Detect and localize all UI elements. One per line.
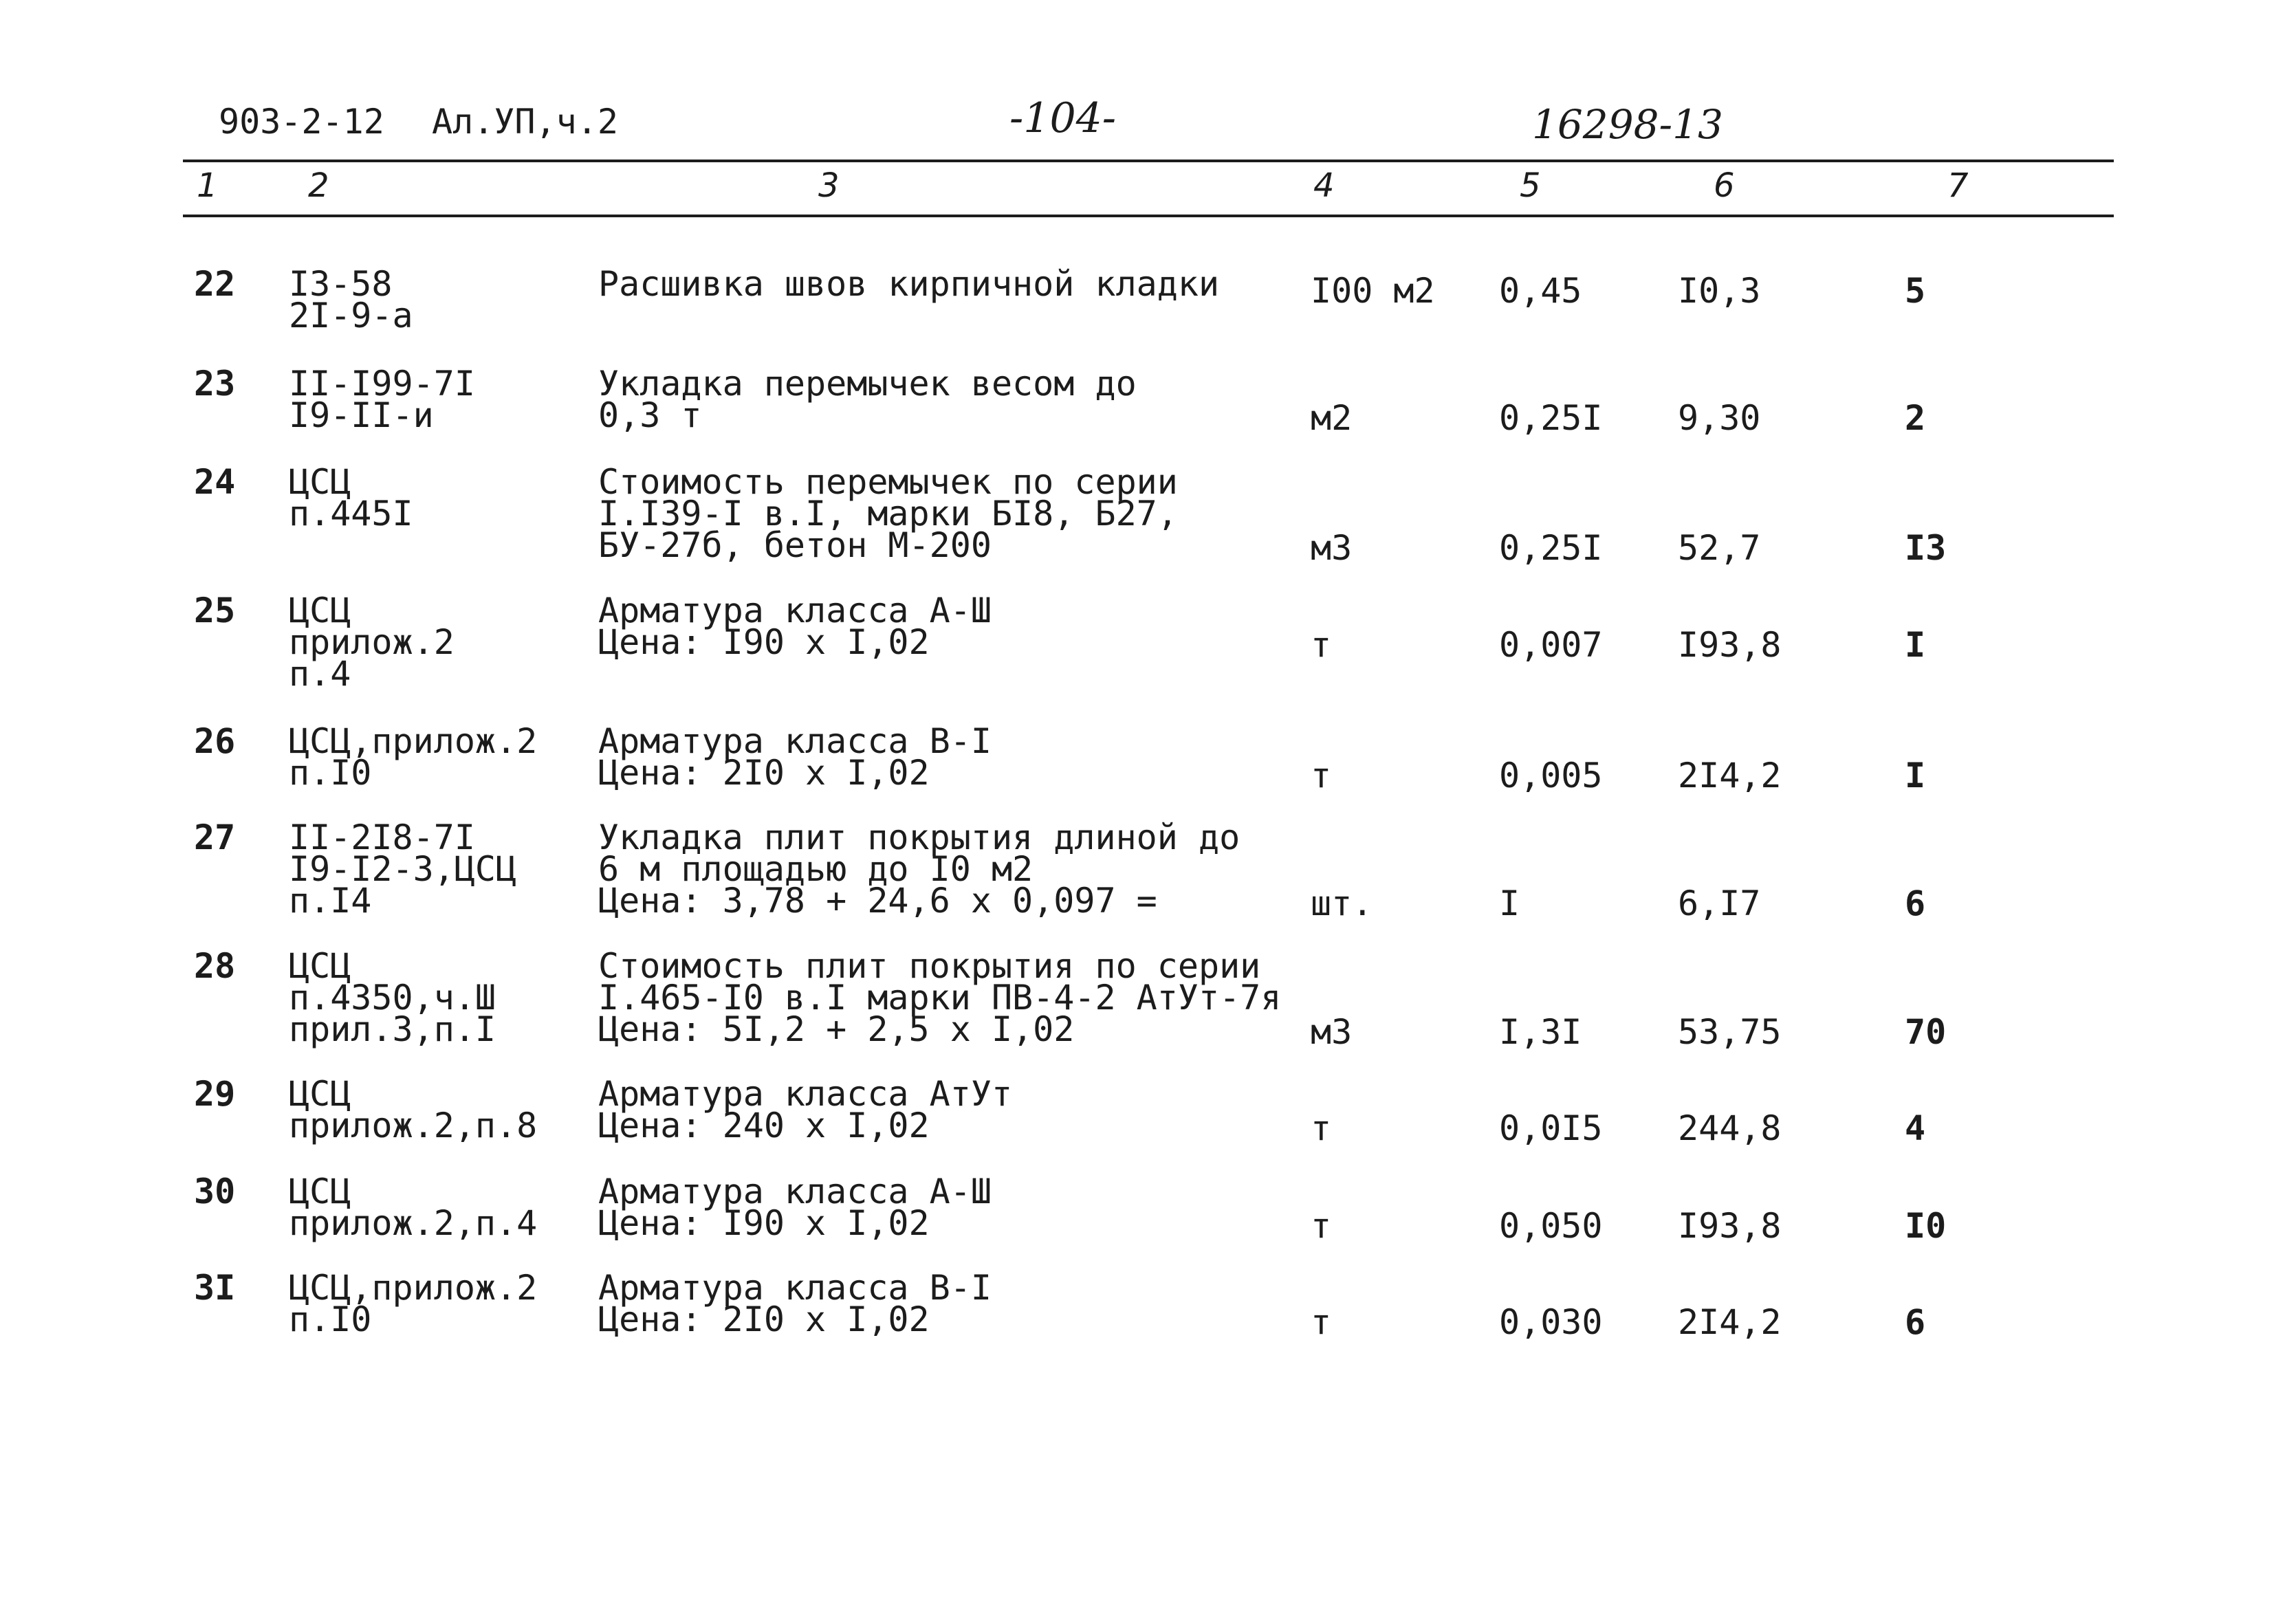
row-unit-price: I93,8: [1678, 625, 1782, 665]
row-norm-code: II-2I8-7I I9-I2-3,ЦСЦ п.I4: [289, 818, 517, 921]
row-norm-code: ЦСЦ,прилож.2 п.I0: [289, 721, 538, 793]
column-header-4: 4: [1313, 166, 1335, 205]
row-description: Арматура класса АтУт Цена: 240 х I,02: [598, 1074, 1013, 1145]
row-number: 28: [194, 946, 236, 986]
row-description: Стоимость перемычек по серии I.I39-I в.I, марки БI8, Б27, БУ-27б, бетон М-200: [598, 462, 1178, 565]
row-description: Укладка перемычек весом до 0,3 т: [598, 364, 1137, 435]
row-quantity: 0,25I: [1499, 398, 1603, 438]
column-header-6: 6: [1714, 166, 1735, 205]
row-unit-price: 2I4,2: [1678, 1302, 1782, 1342]
row-unit: м2: [1311, 398, 1353, 438]
row-total: I: [1905, 756, 1926, 795]
row-norm-code: ЦСЦ п.445I: [289, 462, 413, 534]
row-quantity: 0,25I: [1499, 528, 1603, 568]
row-unit: I00 м2: [1311, 271, 1435, 311]
row-total: 4: [1905, 1108, 1926, 1148]
row-quantity: 0,007: [1499, 625, 1603, 665]
row-norm-code: ЦСЦ прилож.2,п.8: [289, 1074, 538, 1145]
column-header-5: 5: [1520, 166, 1541, 205]
row-quantity: 0,005: [1499, 756, 1603, 795]
row-total: 5: [1905, 271, 1926, 311]
row-unit-price: 52,7: [1678, 528, 1761, 568]
row-unit: т: [1311, 1302, 1332, 1342]
row-norm-code: I3-58 2I-9-а: [289, 264, 413, 336]
row-unit: м3: [1311, 1012, 1353, 1052]
row-description: Стоимость плит покрытия по серии I.465-I0 в.I марки ПВ-4-2 АтУт-7я Цена: 5I,2 + 2,5 х I,02: [598, 946, 1282, 1049]
row-unit-price: I0,3: [1678, 271, 1761, 311]
row-number: 25: [194, 591, 236, 630]
row-total: I3: [1905, 528, 1947, 568]
row-unit: шт.: [1311, 884, 1373, 923]
row-quantity: 0,45: [1499, 271, 1582, 311]
row-quantity: 0,050: [1499, 1206, 1603, 1246]
row-description: Расшивка швов кирпичной кладки: [598, 264, 1220, 304]
column-header-3: 3: [818, 166, 840, 205]
album-reference: Ал.УП,ч.2: [432, 102, 618, 142]
row-quantity: I,3I: [1499, 1012, 1582, 1052]
row-unit-price: 9,30: [1678, 398, 1761, 438]
header-top-rule: [183, 160, 2114, 162]
row-description: Арматура класса А-Ш Цена: I90 х I,02: [598, 591, 992, 662]
row-unit: м3: [1311, 528, 1353, 568]
row-description: Арматура класса А-Ш Цена: I90 х I,02: [598, 1172, 992, 1243]
row-number: 30: [194, 1172, 236, 1211]
row-description: Арматура класса В-I Цена: 2I0 х I,02: [598, 721, 992, 793]
row-number: 22: [194, 264, 236, 304]
row-total: 2: [1905, 398, 1926, 438]
row-total: 70: [1905, 1012, 1947, 1052]
row-norm-code: ЦСЦ,прилож.2 п.I0: [289, 1268, 538, 1339]
row-total: I0: [1905, 1206, 1947, 1246]
row-number: 23: [194, 364, 236, 404]
header-bottom-rule: [183, 215, 2114, 217]
row-unit: т: [1311, 1108, 1332, 1148]
row-total: I: [1905, 625, 1926, 665]
row-unit: т: [1311, 756, 1332, 795]
row-unit: т: [1311, 625, 1332, 665]
row-total: 6: [1905, 884, 1926, 923]
row-norm-code: ЦСЦ прилож.2 п.4: [289, 591, 455, 694]
inventory-number: 16298-13: [1532, 101, 1723, 148]
row-number: 29: [194, 1074, 236, 1114]
row-number: 26: [194, 721, 236, 761]
row-unit-price: 244,8: [1678, 1108, 1782, 1148]
page-number: -104-: [1009, 94, 1117, 142]
row-unit-price: 53,75: [1678, 1012, 1782, 1052]
column-header-2: 2: [308, 166, 329, 205]
document-code: 903-2-12: [219, 102, 384, 142]
row-description: Арматура класса В-I Цена: 2I0 х I,02: [598, 1268, 992, 1339]
row-total: 6: [1905, 1302, 1926, 1342]
row-norm-code: ЦСЦ п.4350,ч.Ш прил.3,п.I: [289, 946, 496, 1049]
row-unit-price: I93,8: [1678, 1206, 1782, 1246]
row-norm-code: II-I99-7I I9-II-и: [289, 364, 475, 435]
row-unit: т: [1311, 1206, 1332, 1246]
row-quantity: 0,030: [1499, 1302, 1603, 1342]
row-quantity: 0,0I5: [1499, 1108, 1603, 1148]
row-number: 3I: [194, 1268, 236, 1308]
row-number: 24: [194, 462, 236, 502]
row-norm-code: ЦСЦ прилож.2,п.4: [289, 1172, 538, 1243]
row-number: 27: [194, 818, 236, 857]
column-header-1: 1: [197, 166, 218, 205]
column-header-7: 7: [1947, 166, 1969, 205]
row-unit-price: 6,I7: [1678, 884, 1761, 923]
row-unit-price: 2I4,2: [1678, 756, 1782, 795]
row-description: Укладка плит покрытия длиной до 6 м площадью до I0 м2 Цена: 3,78 + 24,6 х 0,097 =: [598, 818, 1240, 921]
row-quantity: I: [1499, 884, 1520, 923]
